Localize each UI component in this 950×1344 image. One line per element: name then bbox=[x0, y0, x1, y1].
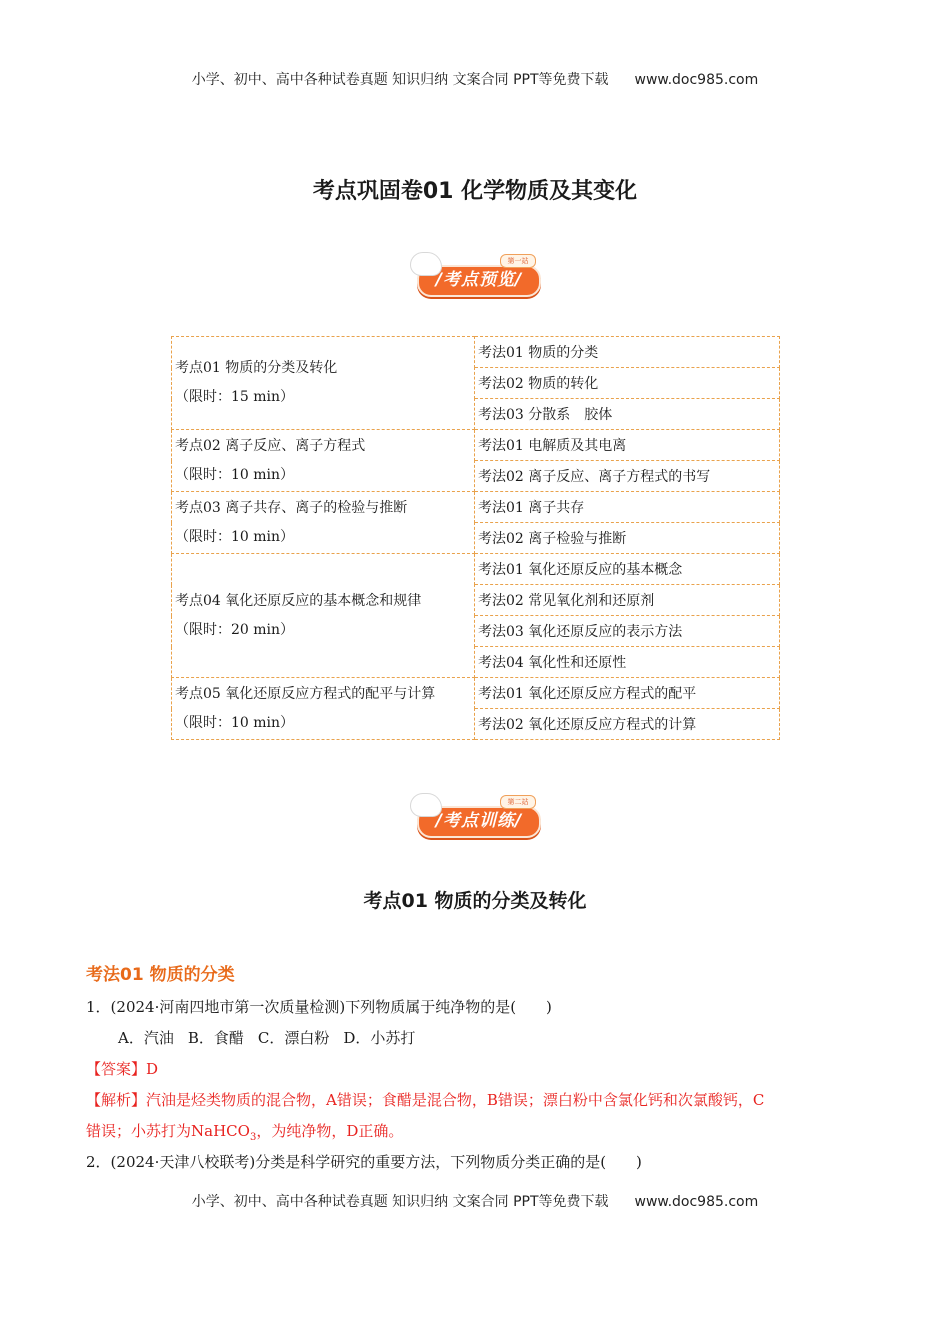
exam-point-label: 考点01 物质的分类及转化 bbox=[175, 360, 338, 376]
exam-point-label: 考点05 氧化还原反应方程式的配平与计算 bbox=[175, 685, 436, 702]
question-1-stem: 1．(2024·河南四地市第一次质量检测)下列物质属于纯净物的是( ) bbox=[86, 998, 552, 1016]
time-limit: （限时：20 min） bbox=[175, 621, 295, 638]
question-1-answer: 【答案】D bbox=[86, 1060, 159, 1078]
option-b: B．食醋 bbox=[187, 1029, 244, 1047]
exam-method-cell: 考法04 氧化性和还原性 bbox=[475, 647, 780, 678]
exam-method-cell: 考法03 氧化还原反应的表示方法 bbox=[475, 616, 780, 647]
overview-row bbox=[172, 554, 780, 585]
analysis-text: ，为纯净物，D正确。 bbox=[256, 1122, 404, 1140]
exam-method-cell: 考法03 分散系 胶体 bbox=[475, 399, 780, 430]
method-title: 考法01 物质的分类 bbox=[86, 965, 235, 985]
exam-point-label: 考点03 离子共存、离子的检验与推断 bbox=[175, 499, 408, 516]
exam-method-cell: 考法02 常见氧化剂和还原剂 bbox=[475, 585, 780, 616]
page-title: 考点巩固卷01 化学物质及其变化 bbox=[312, 179, 638, 204]
banner-overview bbox=[410, 252, 550, 302]
time-limit: （限时：10 min） bbox=[175, 466, 295, 483]
exam-method-cell: 考法02 氧化还原反应方程式的计算 bbox=[475, 709, 780, 740]
banner-label: /考点预览/ bbox=[435, 270, 523, 290]
exam-method-cell: 考法02 离子检验与推断 bbox=[475, 523, 780, 554]
page-footer bbox=[0, 1191, 950, 1211]
question-1-options bbox=[118, 1028, 429, 1048]
header-text: 小学、初中、高中各种试卷真题 知识归纳 文案合同 PPT等免费下载 bbox=[191, 72, 609, 88]
section-title: 考点01 物质的分类及转化 bbox=[363, 890, 587, 912]
overview-table bbox=[171, 336, 780, 740]
overview-row bbox=[172, 492, 780, 523]
time-limit: （限时：15 min） bbox=[175, 389, 295, 405]
subscript: 3 bbox=[249, 1132, 257, 1143]
option-d: D．小苏打 bbox=[343, 1029, 416, 1047]
exam-method-cell: 考法02 物质的转化 bbox=[475, 368, 780, 399]
question-2-stem: 2．(2024·天津八校联考)分类是科学研究的重要方法，下列物质分类正确的是( ) bbox=[86, 1153, 642, 1171]
exam-method-cell: 考法02 离子反应、离子方程式的书写 bbox=[475, 461, 780, 492]
exam-method-cell: 考法01 电解质及其电离 bbox=[475, 430, 780, 461]
banner-tag: 第二站 bbox=[500, 795, 536, 809]
exam-method-cell: 考法01 氧化还原反应方程式的配平 bbox=[475, 678, 780, 709]
exam-point-cell bbox=[172, 678, 475, 740]
overview-row bbox=[172, 337, 780, 368]
header-site[interactable]: www.doc985.com bbox=[634, 72, 759, 88]
exam-method-cell: 考法01 物质的分类 bbox=[475, 337, 780, 368]
time-limit: （限时：10 min） bbox=[175, 714, 295, 731]
exam-point-cell bbox=[172, 337, 475, 430]
exam-point-cell bbox=[172, 554, 475, 678]
exam-method-cell: 考法01 氧化还原反应的基本概念 bbox=[475, 554, 780, 585]
analysis-text: 错误；小苏打为NaHCO bbox=[86, 1122, 250, 1140]
exam-point-label: 考点02 离子反应、离子方程式 bbox=[175, 437, 366, 454]
banner-training bbox=[410, 793, 550, 843]
time-limit: （限时：10 min） bbox=[175, 528, 295, 545]
banner-label: /考点训练/ bbox=[435, 811, 523, 831]
overview-row bbox=[172, 678, 780, 709]
option-c: C．漂白粉 bbox=[257, 1029, 330, 1047]
exam-point-cell bbox=[172, 430, 475, 492]
question-1-analysis-line1: 【解析】汽油是烃类物质的混合物，A错误；食醋是混合物，B错误；漂白粉中含氯化钙和次氯酸钙，C bbox=[86, 1091, 765, 1109]
exam-method-cell: 考法01 离子共存 bbox=[475, 492, 780, 523]
overview-row bbox=[172, 430, 780, 461]
page-header bbox=[0, 69, 950, 89]
footer-site[interactable]: www.doc985.com bbox=[634, 1194, 759, 1210]
exam-point-label: 考点04 氧化还原反应的基本概念和规律 bbox=[175, 592, 422, 609]
banner-tag: 第一站 bbox=[500, 254, 536, 268]
footer-text: 小学、初中、高中各种试卷真题 知识归纳 文案合同 PPT等免费下载 bbox=[191, 1194, 609, 1210]
question-1-analysis-line2 bbox=[86, 1121, 403, 1148]
exam-point-cell bbox=[172, 492, 475, 554]
option-a: A．汽油 bbox=[118, 1029, 174, 1047]
